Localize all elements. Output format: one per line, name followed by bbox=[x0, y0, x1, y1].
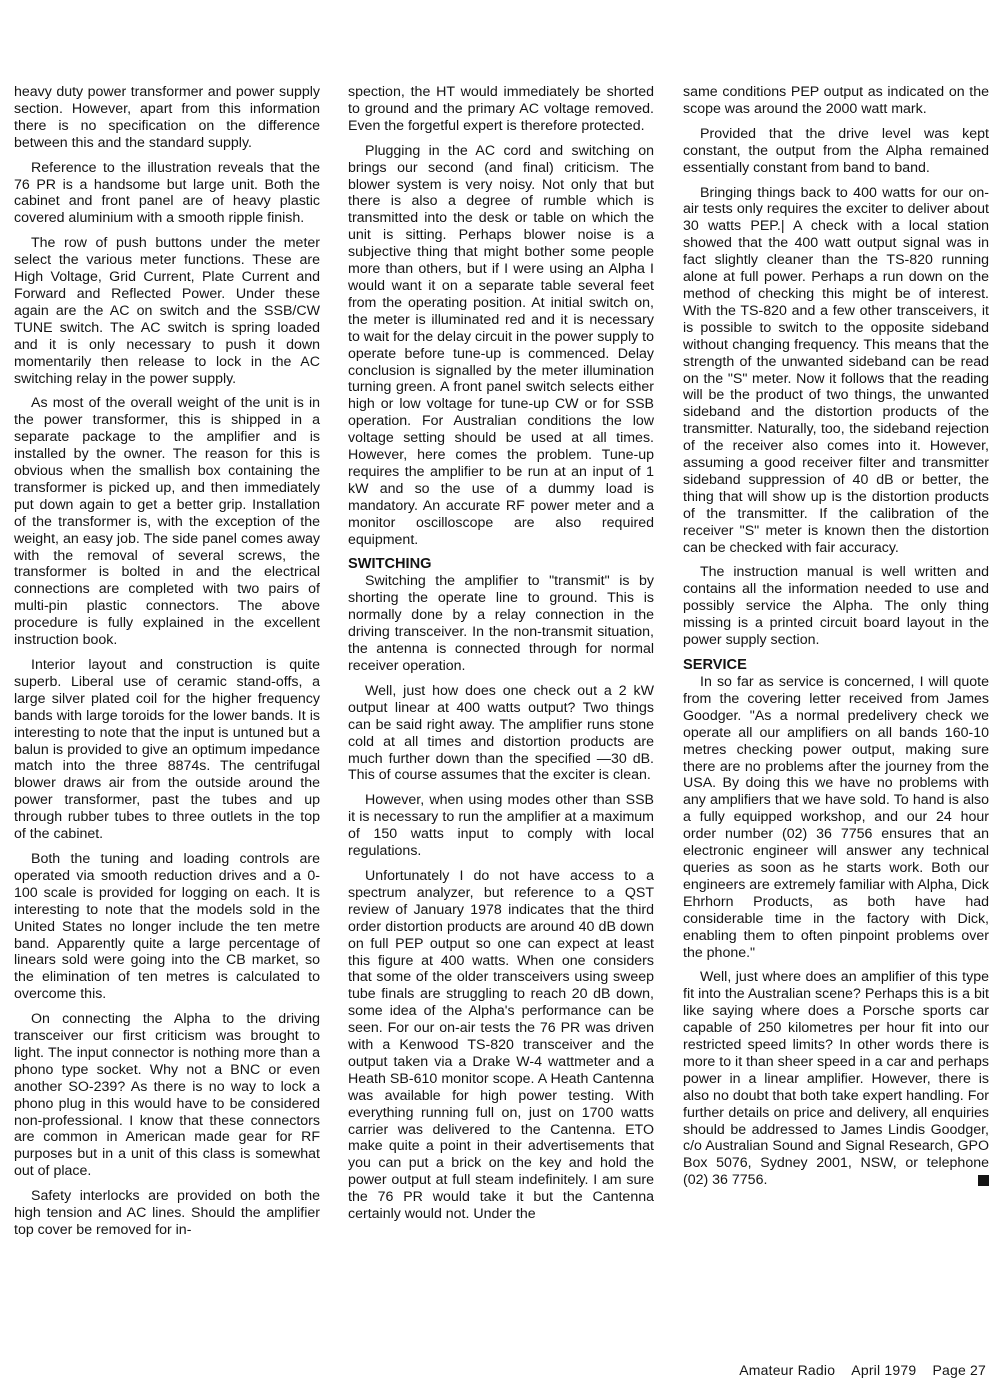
paragraph: In so far as service is concerned, I will quote from the covering letter received from James Goodger. "As a normal predelivery check we operate all our amplifiers on all bands 160-10 metres checking power output, making sure there are no problems after the journey from the USA. By doing this we have no problems with any amplifiers that we have sold. To hand is also a fully equipped workshop, and our 24 hour order number (02) 36 7756 ensures that an electronic engineer will answer any technical queries as soon as he starts work. Both our engineers are extremely familiar with Alpha, Dick Ehrhorn Products, as both have had considerable time in the factory with Dick, enabling them to often pinpoint problems over the phone." bbox=[683, 674, 989, 961]
footer-publication: Amateur Radio bbox=[739, 1362, 836, 1378]
paragraph: Switching the amplifier to "transmit" is by shorting the operate line to ground. This is normally done by a relay connection in the driving transceiver. In the non-transmit situation, the antenna is connected through for normal receiver operation. bbox=[348, 573, 654, 674]
paragraph: Safety interlocks are provided on both the high tension and AC lines. Should the amplifier top cover be removed for in- bbox=[14, 1188, 320, 1238]
article-column-2 bbox=[348, 84, 654, 1231]
paragraph-final bbox=[683, 969, 989, 1189]
paragraph: spection, the HT would immediately be shorted to ground and the primary AC voltage removed. Even the forgetful expert is therefore protected. bbox=[348, 84, 654, 134]
paragraph: same conditions PEP output as indicated on the scope was around the 2000 watt mark. bbox=[683, 84, 989, 117]
paragraph: The instruction manual is well written and contains all the information needed to use and possibly service the Alpha. The only thing missing is a printed circuit board layout in the power supply section. bbox=[683, 564, 989, 649]
paragraph: On connecting the Alpha to the driving transceiver our first criticism was brought to light. The input connector is nothing more than a phono type socket. Why not a BNC or even another SO-239? As there is no way to lock a phono plug in this would have to be considered non-professional. I know that these connectors are common in American made gear for RF purposes but in a unit of this class is somewhat out of place. bbox=[14, 1011, 320, 1180]
paragraph: Unfortunately I do not have access to a spectrum analyzer, but reference to a QST review of January 1978 indicates that the third order distortion products are around 40 dB down on full PEP output so one can expect at least this figure at 400 watts. When one considers that some of the older transceivers using sweep tube finals are struggling to reach 20 dB down, some idea of the Alpha's performance can be seen. For our on-air tests the 76 PR was driven with a Kenwood TS-820 transceiver and the output taken via a Drake W-4 wattmeter and a Heath SB-610 monitor scope. A Heath Cantenna was available for high power testing. With everything running full on, just on 1700 watts carrier was delivered to the Cantenna. ETO make quite a point in their advertisements that you can put a brick on the key and hold the power output at full steam indefinitely. I am sure the 76 PR would take it but the Cantenna certainly would not. Under the bbox=[348, 867, 654, 1223]
end-of-article-mark bbox=[978, 1175, 989, 1186]
paragraph: However, when using modes other than SSB it is necessary to run the amplifier at a maximum of 150 watts input to comply with local regulations. bbox=[348, 792, 654, 860]
paragraph: Bringing things back to 400 watts for our on-air tests only requires the exciter to deliver about 30 watts PEP.| A check with a local station showed that the 400 watt output signal was in fact slightly cleaner than the TS-820 running alone at full power. Perhaps a run down on the method of checking this might be of interest. With the TS-820 and a few other transceivers, it is possible to switch to the opposite sideband without changing frequency. This means that the strength of the unwanted sideband can be read on the "S" meter. Now it follows that the reading will be the product of two things, the unwanted sideband and the distortion products of the transmitter. Naturally, too, the sideband rejection of the receiver also comes into it. However, assuming a good receiver filter and transmitter sideband suppression of 40 dB or better, the thing that will show up is the distortion products of the transmitter. If the calibration of the receiver "S" meter is known then the distortion can be checked with fair accuracy. bbox=[683, 184, 989, 556]
article-column-1 bbox=[14, 84, 320, 1247]
paragraph: Provided that the drive level was kept constant, the output from the Alpha remained essentially constant from band to band. bbox=[683, 125, 989, 176]
paragraph: As most of the overall weight of the unit is in the power transformer, this is shipped in a separate package to the amplifier and is installed by the owner. The reason for this is obvious when the smallish box containing the transformer is picked up, and then immediately put down again to get a better grip. Installation of the transformer is, with the exception of the weight, an easy job. The side panel comes away with the removal of several screws, the transformer is bolted in and the electrical connections are completed with two pairs of multi-pin plastic connectors. The above procedure is fully explained in the excellent instruction book. bbox=[14, 395, 320, 649]
paragraph: Interior layout and construction is quite superb. Liberal use of ceramic stand-offs, a large silver plated coil for the higher frequency bands with large toroids for the lower bands. It is interesting to note that the input is untuned but a balun is provided to give an optimum impedance match into the three 8874s. The centrifugal blower draws air from the outside around the power transformer, past the tubes and up through rubber tubes to three outlets in the top of the cabinet. bbox=[14, 657, 320, 843]
footer-date: April 1979 bbox=[851, 1362, 917, 1378]
section-heading-switching: SWITCHING bbox=[348, 556, 432, 573]
paragraph: Well, just how does one check out a 2 kW output linear at 400 watts output? Two things can be said right away. The amplifier runs stone cold at all times and distortion products are much further down than the specified —30 dB. This of course assumes that the exciter is clean. bbox=[348, 682, 654, 784]
paragraph: Both the tuning and loading controls are operated via smooth reduction drives and a 0-100 scale is provided for logging on each. It is interesting to note that the models sold in the United States no longer include the ten metre band. Apparently quite a large percentage of linears sold were going into the CB market, so the elimination of ten metres is calculated to overcome this. bbox=[14, 850, 320, 1003]
paragraph-final-text: Well, just where does an amplifier of this type fit into the Australian scene? Perhaps this is a bit like saying where does a Porsche sports car capable of 250 kilometres per hour fit into our restricted speed limits? In other words there is more to it than sheer speed in a car and perhaps power in a linear amplifier. However, there is also no doubt that both take expert handling. For further details on price and delivery, all enquiries should be addressed to James Lindis Goodger, c/o Australian Sound and Signal Research, GPO Box 5076, Sydney 2001, NSW, or telephone (02) 36 7756. bbox=[683, 969, 990, 1189]
paragraph: The row of push buttons under the meter select the various meter functions. These are High Voltage, Grid Current, Plate Current and Forward and Reflected Power. Under these again are the AC on switch and the SSB/CW TUNE switch. The AC switch is spring loaded and it is only necessary to push it down momentarily then release to lock in the AC switching relay in the power supply. bbox=[14, 235, 320, 387]
article-column-3 bbox=[683, 84, 989, 1197]
footer-page-number: Page 27 bbox=[932, 1362, 986, 1378]
paragraph: heavy duty power transformer and power supply section. However, apart from this information there is no specification on the difference between this and the standard supply. bbox=[14, 84, 320, 151]
paragraph: Reference to the illustration reveals that the 76 PR is a handsome but large unit. Both the cabinet and front panel are of heavy plastic covered aluminium with a smooth ripple finish. bbox=[14, 159, 320, 227]
section-heading-service: SERVICE bbox=[683, 657, 747, 673]
page-footer bbox=[727, 1362, 986, 1378]
paragraph: Plugging in the AC cord and switching on brings our second (and final) criticism. The blower system is very noisy. Not only that but there is also a degree of rumble which is transmitted into the desk or table on which the unit is sitting. Perhaps blower noise is a subjective thing that might bother some people more than others, but if I were using an Alpha I would want it on a separate table several feet from the operating position. At initial switch on, the meter is illuminated red and it is necessary to wait for the delay circuit in the power supply to operate before tune-up is commenced. Delay conclusion is signalled by the meter illumination turning green. A front panel switch selects either high or low voltage for tune-up CW or for SSB operation. For Australian conditions the low voltage setting should be used at all times. However, here comes the problem. Tune-up requires the amplifier to be run at an input of 1 kW and so the use of a dummy load is mandatory. An accurate RF power meter and a monitor oscilloscope are also required equipment. bbox=[348, 142, 654, 548]
